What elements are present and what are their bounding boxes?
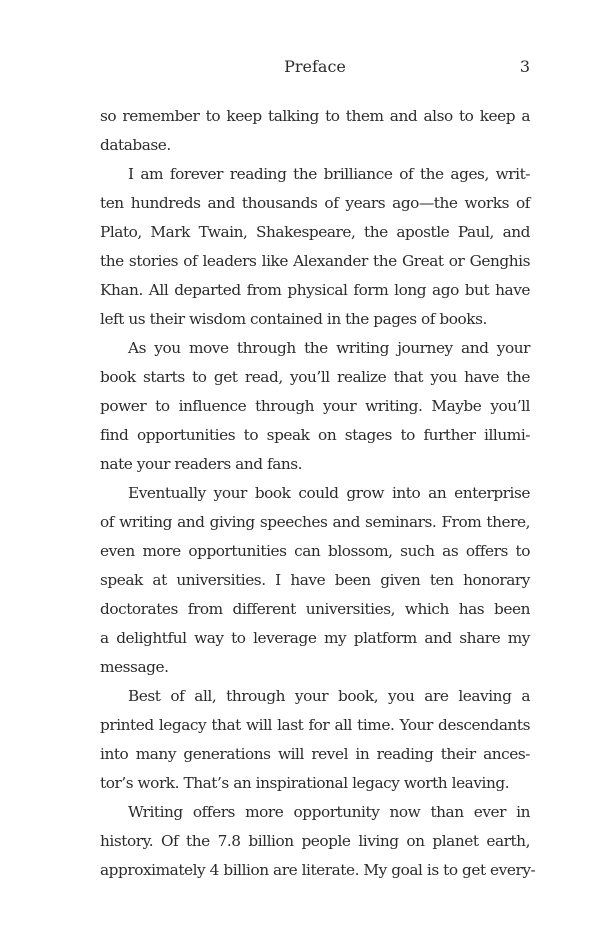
body-text [100, 102, 536, 885]
running-head [100, 56, 530, 80]
page-number: 3 [519, 57, 530, 76]
text-line: tor’s work. That’s an inspirational legacy worth leaving. [100, 774, 510, 792]
text-line: ten hundreds and thousands of years ago—the works of [100, 194, 530, 212]
chapter-title: Preface [284, 57, 346, 76]
text-line: Plato, Mark Twain, Shakespeare, the apostle Paul, and [100, 223, 530, 241]
text-line: database. [100, 136, 171, 154]
text-line: into many generations will revel in reading their ances- [100, 745, 530, 763]
text-line: Khan. All departed from physical form long ago but have [100, 281, 530, 299]
paragraph-first-line: Best of all, through your book, you are leaving a [128, 687, 530, 705]
text-line: doctorates from different universities, which has been [100, 600, 530, 618]
text-line: printed legacy that will last for all time. Your descendants [100, 716, 530, 734]
text-line: history. Of the 7.8 billion people living on planet earth, [100, 832, 530, 850]
text-line: approximately 4 billion are literate. My goal is to get every- [100, 861, 536, 879]
text-line: nate your readers and fans. [100, 455, 303, 473]
text-line: message. [100, 658, 169, 676]
text-line: book starts to get read, you’ll realize that you have the [100, 368, 530, 386]
paragraph-first-line: Eventually your book could grow into an enterprise [128, 484, 530, 502]
text-line: the stories of leaders like Alexander the Great or Genghis [100, 252, 530, 270]
text-line: a delightful way to leverage my platform and share my [100, 629, 530, 647]
paragraph-first-line: I am forever reading the brilliance of the ages, writ- [128, 165, 530, 183]
paragraph-first-line: As you move through the writing journey and your [128, 339, 530, 357]
text-line: power to influence through your writing. Maybe you’ll [100, 397, 530, 415]
text-line: speak at universities. I have been given ten honorary [100, 571, 530, 589]
text-line: find opportunities to speak on stages to further illumi- [100, 426, 530, 444]
text-line: left us their wisdom contained in the pages of books. [100, 310, 487, 328]
text-line: so remember to keep talking to them and also to keep a [100, 107, 530, 125]
text-line: of writing and giving speeches and seminars. From there, [100, 513, 530, 531]
text-line: even more opportunities can blossom, such as offers to [100, 542, 530, 560]
paragraph-first-line: Writing offers more opportunity now than ever in [128, 803, 530, 821]
